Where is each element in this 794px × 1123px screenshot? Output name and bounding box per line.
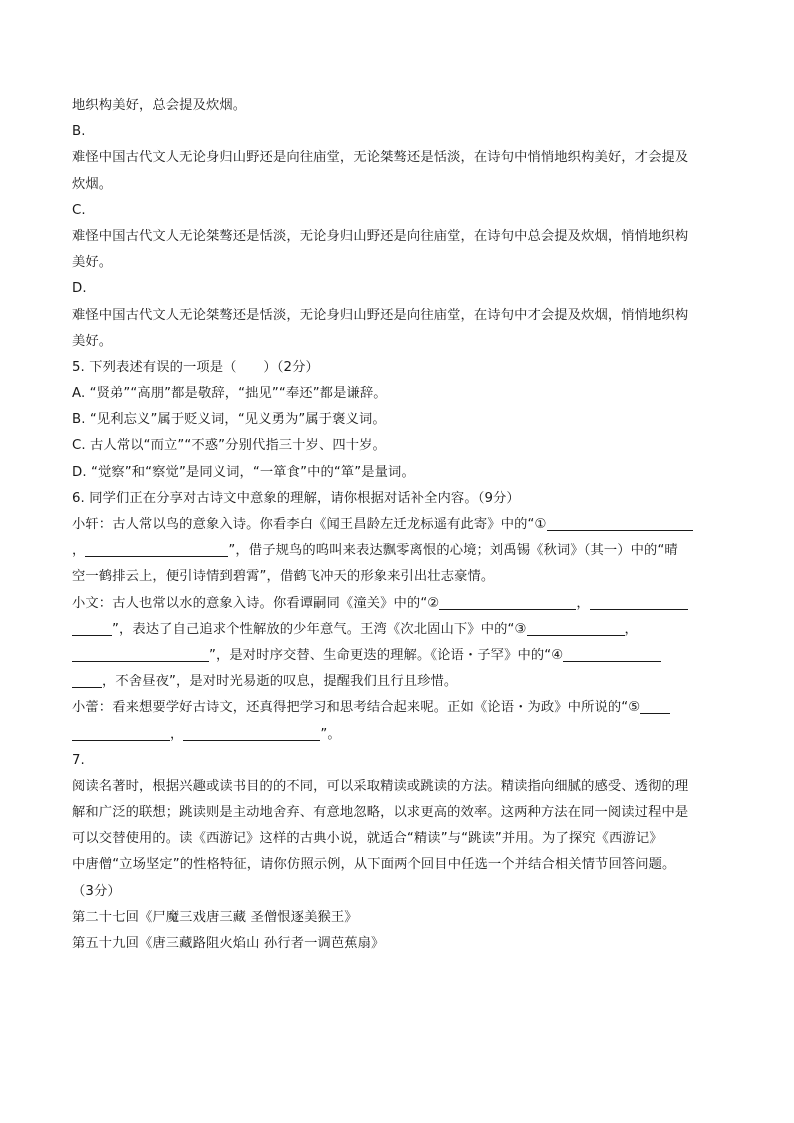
answer-blank-5a-cont[interactable] (72, 724, 170, 741)
option-c-line: 难怪中国古代文人无论桀骜还是恬淡，无论身归山野还是向往庙堂，在诗句中总会提及炊烟，悄悄地织构 (72, 228, 689, 244)
option-b-line: 难怪中国古代文人无论身归山野还是向往庙堂，无论桀骜还是恬淡，在诗句中悄悄地织构美好，才会提及 (72, 150, 689, 166)
chapter-title-27: 第二十七回《尸魔三戏唐三藏 圣僧恨逐美猴王》 (72, 909, 358, 925)
dialogue-xiaowen-line: ”，是对时序交替、生命更迭的理解。《论语・子罕》中的“④ (72, 643, 722, 669)
option-d-label: D. (72, 281, 87, 297)
question-7-paragraph: 可以交替使用的。读《西游记》这样的古典小说，就适合“精读”与“跳读”并用。为了探究《西游记》 (72, 831, 663, 847)
answer-blank-4-cont[interactable] (72, 671, 102, 688)
answer-blank-2b-cont[interactable] (72, 619, 112, 636)
dialogue-xiaowen-line: ，不舍昼夜”，是对时光易逝的叹息，提醒我们且行且珍惜。 (72, 669, 722, 695)
answer-blank-3b[interactable] (72, 645, 209, 662)
question-6-stem: 6. 同学们正在分享对古诗文中意象的理解，请你根据对话补全内容。（9分） (72, 490, 520, 506)
option-c-label: C. (72, 202, 86, 218)
answer-blank-2b[interactable] (590, 593, 688, 610)
question-7-paragraph: 阅读名著时，根据兴趣或读书目的的不同，可以采取精读或跳读的方法。精读指向细腻的感受、透彻的理 (72, 778, 689, 794)
option-c-line: 美好。 (72, 255, 113, 271)
answer-blank-5b[interactable] (183, 724, 320, 741)
answer-blank-1a[interactable] (547, 514, 693, 531)
exam-page (72, 93, 722, 957)
option-d-line: 难怪中国古代文人无论桀骜还是恬淡，无论身归山野还是向往庙堂，在诗句中才会提及炊烟，悄悄地织构 (72, 307, 689, 323)
option-a-continuation: 地织构美好，总会提及炊烟。 (72, 98, 247, 113)
answer-blank-3a[interactable] (527, 619, 625, 636)
dialogue-xiaoxuan-line: 空一鹤排云上，便引诗情到碧霄”，借鹤飞冲天的形象来引出壮志豪情。 (72, 569, 495, 585)
dialogue-xiaolei-line: 小蕾：看来想要学好古诗文，还真得把学习和思考结合起来呢。正如《论语・为政》中所说的“⑤ (72, 695, 722, 721)
answer-blank-2a[interactable] (439, 593, 576, 610)
dialogue-xiaoxuan-line: 小轩：古人常以鸟的意象入诗。你看李白《闻王昌龄左迁龙标遥有此寄》中的“① (72, 512, 722, 538)
option-d-line: 美好。 (72, 333, 113, 349)
answer-blank-4[interactable] (563, 645, 661, 662)
question-5-option-d: D. “觉察”和“察觉”是同义词，“一箪食”中的“箪”是量词。 (72, 464, 415, 480)
question-5-option-c: C. 古人常以“而立”“不惑”分别代指三十岁、四十岁。 (72, 438, 386, 454)
dialogue-xiaowen-line: 小文：古人也常以水的意象入诗。你看谭嗣同《潼关》中的“② ， (72, 591, 722, 617)
dialogue-xiaowen-line: ”，表达了自己追求个性解放的少年意气。王湾《次北固山下》中的“③ ， (72, 617, 722, 643)
chapter-title-59: 第五十九回《唐三藏路阻火焰山 孙行者一调芭蕉扇》 (72, 936, 385, 951)
question-7-paragraph: 中唐僧“立场坚定”的性格特征，请你仿照示例，从下面两个回目中任选一个并结合相关情节回答问题。 (72, 857, 676, 873)
question-5-option-b: B. “见利忘义”属于贬义词，“见义勇为”属于褒义词。 (72, 412, 386, 428)
option-b-label: B. (72, 124, 86, 140)
question-5-option-a: A. “贤弟”“高朋”都是敬辞，“拙见”“奉还”都是谦辞。 (72, 386, 387, 402)
dialogue-xiaolei-line: ， ”。 (72, 722, 722, 748)
question-5-stem: 5. 下列表述有误的一项是（ ）（2分） (72, 359, 319, 375)
question-7-score: （3分） (72, 883, 121, 899)
dialogue-xiaoxuan-line: ， ”，借子规鸟的呜叫来表达飘零离恨的心境；刘禹锡《秋词》（其一）中的“晴 (72, 538, 722, 564)
question-7-paragraph: 解和广泛的联想；跳读则是主动地舍弃、有意地忽略，以求更高的效率。这两种方法在同一阅读过程中是 (72, 805, 689, 821)
answer-blank-1b[interactable] (85, 540, 228, 557)
question-7-label: 7. (72, 752, 85, 768)
option-b-line: 炊烟。 (72, 176, 113, 192)
answer-blank-5a[interactable] (640, 697, 670, 714)
